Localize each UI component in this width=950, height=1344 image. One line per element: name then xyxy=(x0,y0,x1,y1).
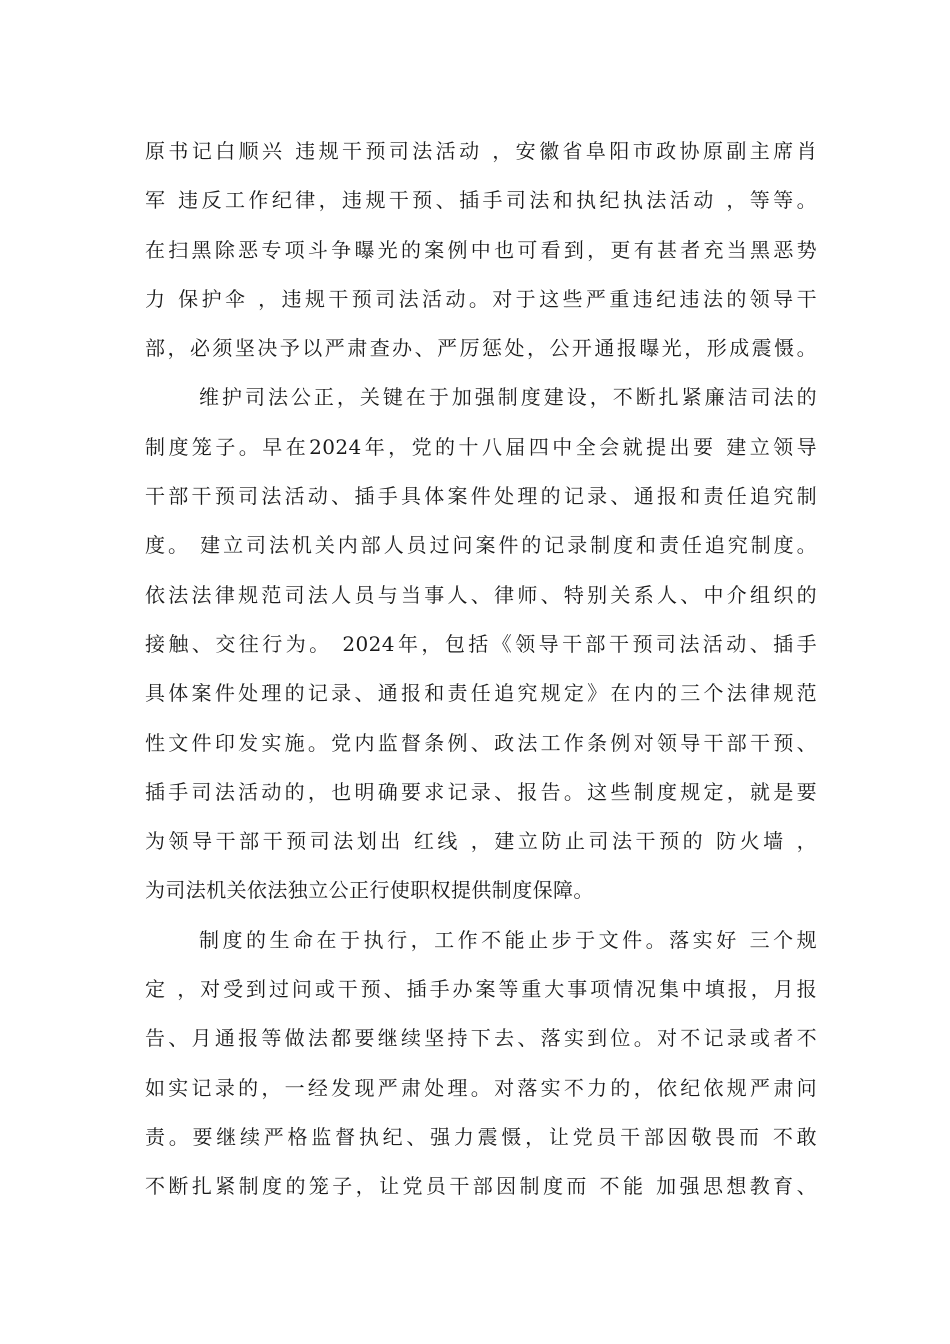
text-line: 部，必须坚决予以严肃查办、严厉惩处，公开通报曝光，形成震慑。 xyxy=(145,336,817,361)
text-line: 军 违反工作纪律，违规干预、插手司法和执纪执法活动 ，等等。 xyxy=(145,188,817,213)
text-line: 为领导干部干预司法划出 红线 ，建立防止司法干预的 防火墙 ， xyxy=(145,829,817,854)
text-line: 具体案件处理的记录、通报和责任追究规定》在内的三个法律规范 xyxy=(145,681,817,706)
text-line: 为司法机关依法独立公正行使职权提供制度保障。 xyxy=(145,878,594,903)
text-line: 维护司法公正，关键在于加强制度建设，不断扎紧廉洁司法的 xyxy=(199,385,817,410)
text-line: 依法法律规范司法人员与当事人、律师、特别关系人、中介组织的 xyxy=(145,582,817,607)
text-line: 原书记白顺兴 违规干预司法活动 ，安徽省阜阳市政协原副主席肖 xyxy=(145,139,817,163)
text-line: 责。要继续严格监督执纪、强力震慑，让党员干部因敬畏而 不敢 xyxy=(145,1124,817,1149)
paragraph-3 xyxy=(145,922,817,1204)
text-line: 不断扎紧制度的笼子，让党员干部因制度而 不能 加强思想教育、 xyxy=(145,1174,817,1199)
text-line: 定 ，对受到过问或干预、插手办案等重大事项情况集中填报，月报 xyxy=(145,977,817,1002)
text-line: 性文件印发实施。党内监督条例、政法工作条例对领导干部干预、 xyxy=(145,730,817,755)
paragraph-1 xyxy=(145,133,817,366)
text-line: 干部干预司法活动、插手具体案件处理的记录、通报和责任追究制 xyxy=(145,484,817,509)
text-line: 度。 建立司法机关内部人员过问案件的记录制度和责任追究制度。 xyxy=(145,533,817,558)
text-line: 制度笼子。早在2024年，党的十八届四中全会就提出要 建立领导 xyxy=(145,434,817,459)
text-line: 制度的生命在于执行，工作不能止步于文件。落实好 三个规 xyxy=(199,927,817,952)
text-line: 如实记录的，一经发现严肃处理。对落实不力的，依纪依规严肃问 xyxy=(145,1075,817,1100)
text-line: 在扫黑除恶专项斗争曝光的案例中也可看到，更有甚者充当黑恶势 xyxy=(145,237,817,262)
body-text xyxy=(145,133,817,1218)
text-line: 接触、交往行为。 2024年，包括《领导干部干预司法活动、插手 xyxy=(145,631,817,656)
text-line: 插手司法活动的，也明确要求记录、报告。这些制度规定，就是要 xyxy=(145,779,817,804)
paragraph-2 xyxy=(145,379,817,908)
text-line: 力 保护伞 ，违规干预司法活动。对于这些严重违纪违法的领导干 xyxy=(145,286,817,311)
text-line: 告、月通报等做法都要继续坚持下去、落实到位。对不记录或者不 xyxy=(145,1026,817,1051)
